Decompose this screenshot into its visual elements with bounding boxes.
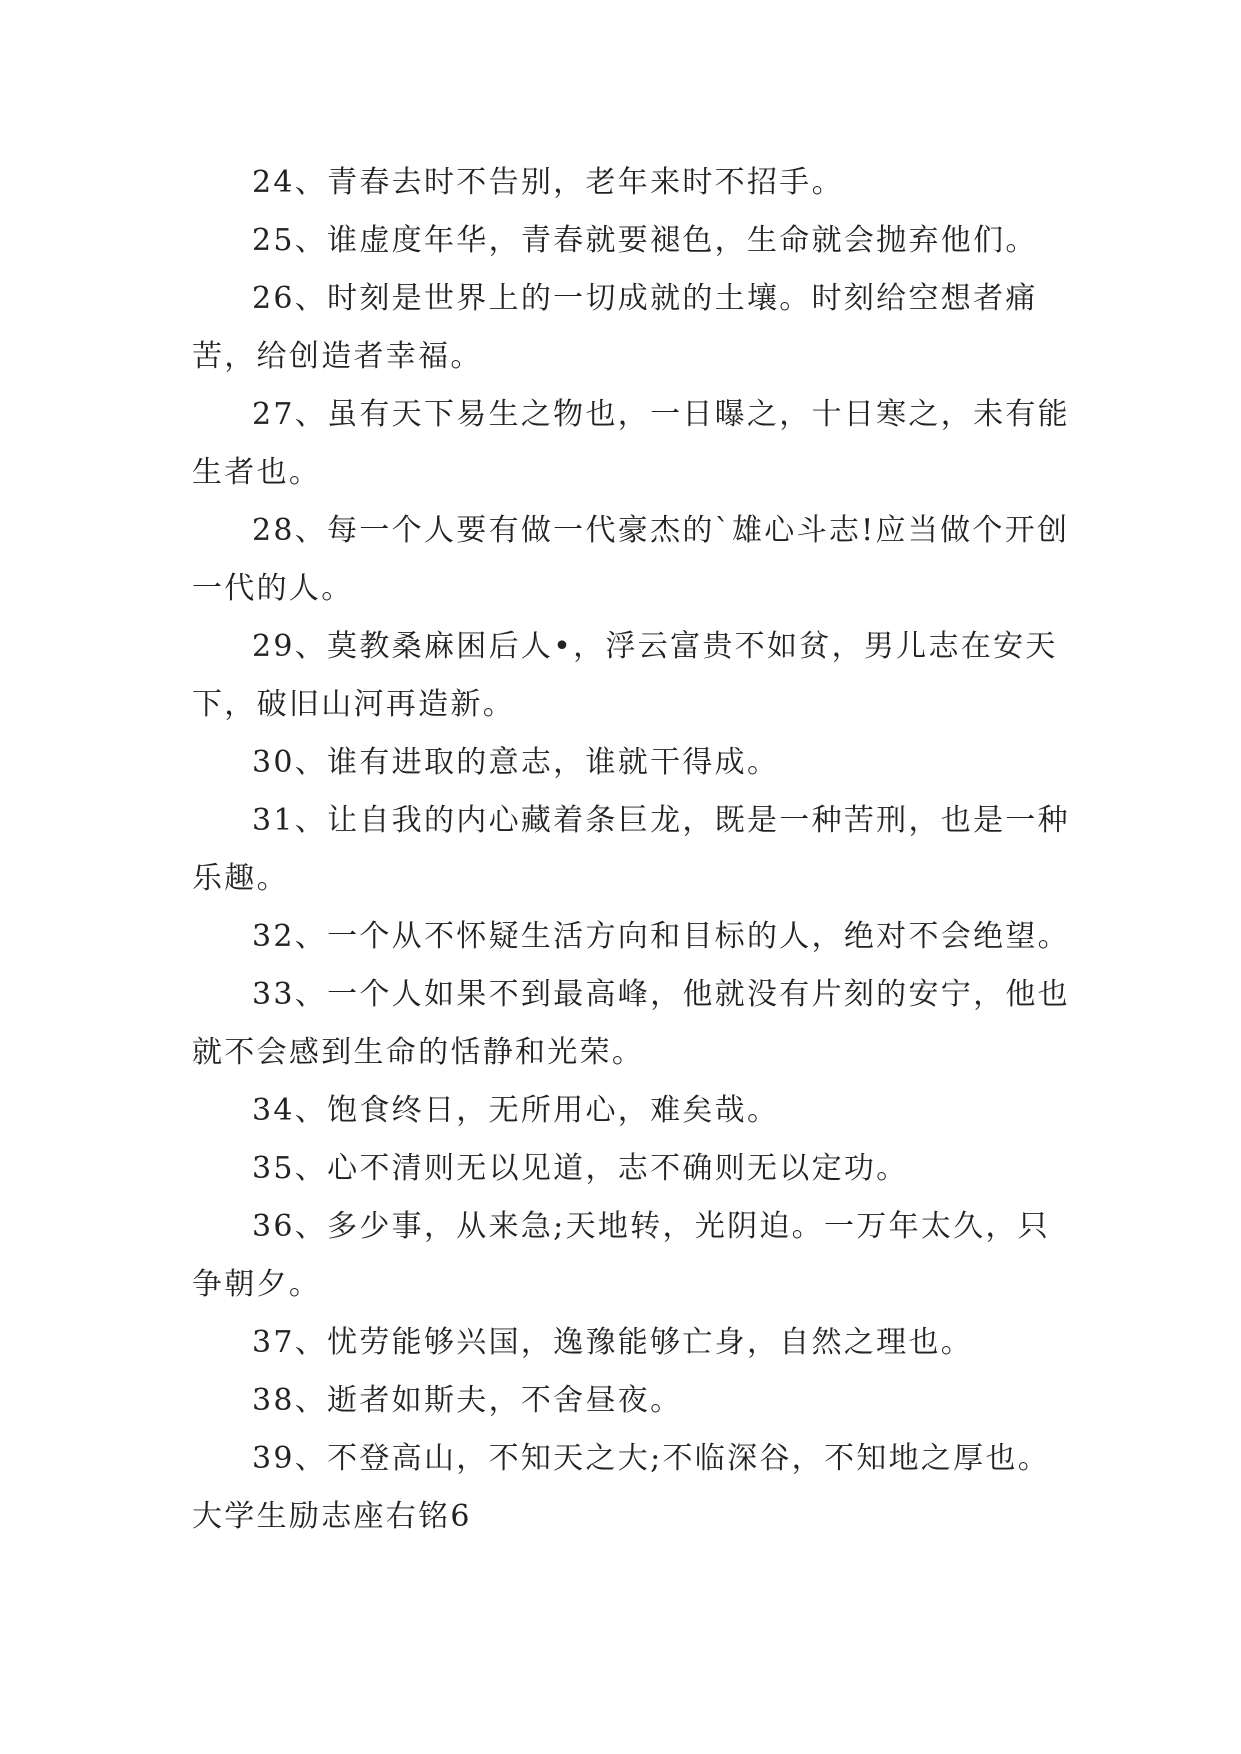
paragraph-24: 24、青春去时不告别，老年来时不招手。	[252, 165, 844, 200]
paragraph-28: 28、每一个人要有做一代豪杰的`雄心斗志!应当做个开创一代的人。	[192, 513, 1070, 606]
paragraph-38: 38、逝者如斯夫，不舍昼夜。	[252, 1383, 683, 1418]
paragraph-36: 36、多少事，从来急;天地转，光阴迫。一万年太久，只争朝夕。	[192, 1209, 1051, 1302]
document-body	[192, 154, 1072, 1546]
paragraph-31: 31、让自我的内心藏着条巨龙，既是一种苦刑，也是一种乐趣。	[192, 803, 1070, 896]
paragraph-39: 39、不登高山，不知天之大;不临深谷，不知地之厚也。	[252, 1441, 1051, 1476]
section-heading: 大学生励志座右铭6	[192, 1499, 472, 1534]
paragraph-37: 37、忧劳能够兴国，逸豫能够亡身，自然之理也。	[252, 1325, 974, 1360]
paragraph-34: 34、饱食终日，无所用心，难矣哉。	[252, 1093, 780, 1128]
paragraph-33: 33、一个人如果不到最高峰，他就没有片刻的安宁，他也就不会感到生命的恬静和光荣。	[192, 977, 1070, 1070]
paragraph-29: 29、莫教桑麻困后人•，浮云富贵不如贫，男儿志在安天下，破旧山河再造新。	[192, 629, 1058, 722]
paragraph-35: 35、心不清则无以见道，志不确则无以定功。	[252, 1151, 909, 1186]
paragraph-27: 27、虽有天下易生之物也，一日曝之，十日寒之，未有能生者也。	[192, 397, 1070, 490]
paragraph-25: 25、谁虚度年华，青春就要褪色，生命就会抛弃他们。	[252, 223, 1038, 258]
paragraph-30: 30、谁有进取的意志，谁就干得成。	[252, 745, 780, 780]
paragraph-26: 26、时刻是世界上的一切成就的土壤。时刻给空想者痛苦，给创造者幸福。	[192, 281, 1038, 374]
paragraph-32: 32、一个从不怀疑生活方向和目标的人，绝对不会绝望。	[252, 919, 1070, 954]
